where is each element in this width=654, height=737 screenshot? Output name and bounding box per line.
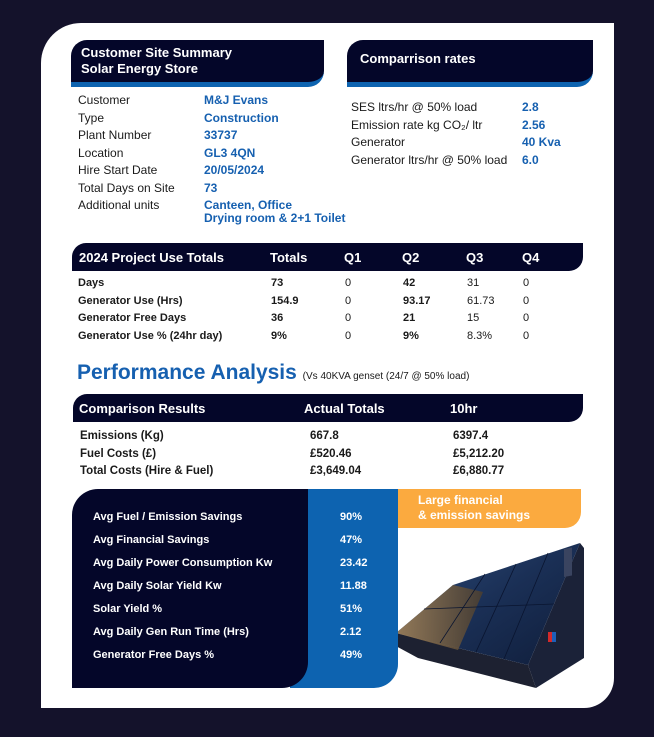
savings-label: Avg Financial Savings: [93, 534, 210, 546]
savings-label: Solar Yield %: [93, 603, 163, 615]
table-row: [78, 328, 529, 346]
summary-value: GL3 4QN: [204, 145, 256, 160]
cell-totals: 73: [271, 277, 284, 289]
row-label: Generator Use % (24hr day): [78, 329, 223, 342]
performance-title: Performance Analysis: [77, 361, 297, 384]
project-totals-table: [78, 275, 529, 345]
table-row: [80, 446, 504, 464]
summary-label: Total Days on Site: [78, 180, 175, 195]
summary-value: Construction: [204, 110, 279, 125]
cell-q2: 21: [403, 312, 416, 324]
cell-q2: 93.17: [403, 294, 431, 307]
col-header-actual: Actual Totals: [304, 400, 385, 416]
savings-label: Avg Daily Solar Yield Kw: [93, 580, 222, 592]
row-label: Fuel Costs (£): [80, 447, 157, 460]
site-summary-header: [71, 40, 324, 87]
cell-q4: 0: [523, 312, 530, 324]
summary-value: 33737: [204, 128, 238, 142]
savings-callout: [398, 489, 581, 528]
table-row: [78, 310, 529, 328]
row-label: Days: [78, 277, 105, 289]
cell-totals: 36: [271, 312, 284, 324]
summary-row-customer: [78, 92, 345, 110]
solar-unit-image: [388, 540, 588, 690]
rate-row: [351, 99, 561, 117]
savings-label: Avg Daily Power Consumption Kw: [93, 557, 273, 569]
cell-q1: 0: [345, 329, 352, 342]
savings-label: Generator Free Days %: [93, 649, 215, 661]
rate-value: 6.0: [522, 152, 539, 167]
performance-heading: [77, 361, 469, 385]
summary-label: Location: [78, 145, 124, 160]
summary-value: 73: [204, 180, 218, 195]
additional-units-line1: Canteen, Office: [204, 198, 293, 212]
row-label: Emissions (Kg): [80, 430, 164, 442]
rate-label: SES ltrs/hr @ 50% load: [351, 100, 478, 114]
site-summary-title: Customer Site Summary: [81, 45, 232, 60]
rates-title: Comparrison rates: [360, 51, 476, 66]
col-header-q2: Q2: [402, 249, 420, 265]
summary-row-hire-start: [78, 162, 345, 180]
callout-line2: & emission savings: [418, 508, 531, 522]
summary-row-plant-number: [78, 127, 345, 145]
cell-actual: 667.8: [310, 430, 339, 442]
callout-line1: Large financial: [418, 493, 503, 507]
row-label: Generator Use (Hrs): [78, 294, 183, 307]
savings-value: 11.88: [340, 580, 367, 592]
col-header-totals: Totals: [270, 249, 308, 265]
savings-value: 51%: [340, 603, 363, 615]
table-row: [80, 463, 504, 481]
summary-value: 20/05/2024: [204, 163, 265, 177]
rates-header: [347, 40, 593, 87]
col-header-q1: Q1: [344, 249, 362, 265]
summary-value: M&J Evans: [204, 93, 269, 107]
summary-row-total-days: [78, 180, 345, 198]
cell-q3: 61.73: [467, 294, 495, 307]
rates-list: [351, 99, 561, 169]
cell-10hr: £6,880.77: [453, 465, 505, 477]
col-header-comparison: Comparison Results: [79, 400, 206, 416]
summary-row-location: [78, 145, 345, 163]
additional-units-line2: Drying room & 2+1 Toilet: [204, 211, 346, 225]
cell-q4: 0: [523, 329, 530, 342]
cell-q1: 0: [345, 277, 352, 289]
cell-q3: 15: [467, 312, 480, 324]
cell-q3: 31: [467, 277, 480, 289]
cell-totals: 9%: [271, 329, 287, 342]
savings-value: 49%: [340, 649, 363, 661]
cell-q3: 8.3%: [467, 329, 493, 342]
project-totals-header: [72, 243, 583, 271]
col-header-10hr: 10hr: [450, 400, 478, 416]
rate-row: [351, 134, 561, 152]
row-label: Total Costs (Hire & Fuel): [80, 465, 214, 477]
savings-value: 23.42: [340, 557, 368, 569]
site-summary-subtitle: Solar Energy Store: [81, 61, 199, 76]
table-row: [78, 293, 529, 311]
comparison-results-header: [73, 394, 583, 422]
rate-value: 2.56: [522, 117, 546, 132]
cell-q4: 0: [523, 277, 530, 289]
col-header-q4: Q4: [522, 249, 540, 265]
summary-row-type: [78, 110, 345, 128]
col-header-q3: Q3: [466, 249, 484, 265]
table-row: [80, 428, 504, 446]
cell-actual: £520.46: [310, 447, 352, 460]
summary-label: Type: [78, 110, 105, 125]
cell-q2: 42: [403, 277, 416, 289]
rate-label: Generator: [351, 135, 406, 149]
summary-label: Additional units: [78, 198, 160, 212]
rate-row: [351, 152, 561, 170]
cell-q1: 0: [345, 294, 352, 307]
summary-value: [204, 197, 345, 225]
col-header-project: 2024 Project Use Totals: [79, 249, 224, 265]
cell-10hr: £5,212.20: [453, 447, 505, 460]
savings-value: 2.12: [340, 626, 362, 638]
savings-value: 47%: [340, 534, 363, 546]
summary-label: Customer: [78, 93, 131, 107]
cell-q1: 0: [345, 312, 352, 324]
rate-label: Emission rate kg CO₂/ ltr: [351, 117, 483, 132]
savings-value: 90%: [340, 511, 363, 523]
savings-label: Avg Fuel / Emission Savings: [93, 511, 243, 523]
summary-row-additional-units: [78, 197, 345, 225]
row-label: Generator Free Days: [78, 312, 187, 324]
comparison-results-table: [80, 428, 504, 481]
cell-q2: 9%: [403, 329, 419, 342]
cell-totals: 154.9: [271, 294, 299, 307]
summary-label: Plant Number: [78, 128, 152, 142]
rate-value: 40 Kva: [522, 135, 561, 149]
site-summary-list: [78, 92, 345, 225]
rate-label: Generator ltrs/hr @ 50% load: [351, 152, 508, 167]
table-row: [78, 275, 529, 293]
cell-actual: £3,649.04: [310, 465, 362, 477]
savings-label: Avg Daily Gen Run Time (Hrs): [93, 626, 249, 638]
cell-q4: 0: [523, 294, 530, 307]
summary-label: Hire Start Date: [78, 163, 158, 177]
performance-subtitle: (Vs 40KVA genset (24/7 @ 50% load): [302, 371, 470, 382]
cell-10hr: 6397.4: [453, 430, 489, 442]
rate-row: [351, 117, 561, 135]
rate-value: 2.8: [522, 100, 539, 114]
